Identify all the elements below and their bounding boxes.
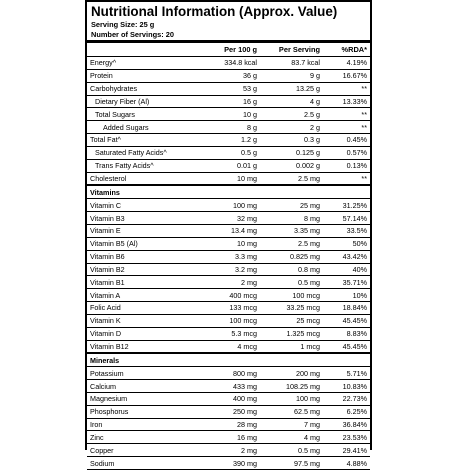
nutrient-name-cell: Calcium [87, 380, 197, 393]
table-row [87, 289, 370, 302]
per-serving-cell: 2.5 mg [260, 172, 323, 185]
rda-cell: 45.45% [323, 340, 370, 353]
table-row [87, 250, 370, 263]
per-100g-cell: 334.8 kcal [197, 57, 260, 70]
per-100g-cell: 4 mcg [197, 340, 260, 353]
table-row [87, 314, 370, 327]
per-100g-cell: 1.2 g [197, 134, 260, 147]
rda-cell: 23.53% [323, 431, 370, 444]
per-serving-cell: 200 mg [260, 367, 323, 380]
nutrient-name-cell: Energy^ [87, 57, 197, 70]
rda-cell: 18.84% [323, 302, 370, 315]
rda-cell: 13.33% [323, 95, 370, 108]
per-serving-cell: 1 mcg [260, 340, 323, 353]
per-serving-cell: 3.35 mg [260, 224, 323, 237]
per-serving-cell: 62.5 mg [260, 405, 323, 418]
table-row [87, 457, 370, 470]
nutrient-name-cell: Phosphorus [87, 405, 197, 418]
table-row [87, 82, 370, 95]
rda-cell: 16.67% [323, 69, 370, 82]
per-serving-cell: 25 mg [260, 199, 323, 212]
rda-cell: 43.42% [323, 250, 370, 263]
rda-cell: 0.57% [323, 146, 370, 159]
rda-cell: 57.14% [323, 212, 370, 225]
nutrient-name-cell: Cholesterol [87, 172, 197, 185]
rda-cell: ** [323, 82, 370, 95]
table-row [87, 159, 370, 172]
per-serving-cell: 0.825 mg [260, 250, 323, 263]
rda-cell: 22.73% [323, 392, 370, 405]
per-100g-cell: 433 mg [197, 380, 260, 393]
rda-cell: 31.25% [323, 199, 370, 212]
table-header-row [87, 42, 370, 57]
nutrient-name-cell: Folic Acid [87, 302, 197, 315]
nutrient-name-cell: Vitamin B3 [87, 212, 197, 225]
per-100g-cell: 400 mg [197, 392, 260, 405]
table-row [87, 444, 370, 457]
nutrition-table [87, 40, 370, 470]
per-100g-cell: 5.3 mcg [197, 327, 260, 340]
per-100g-cell: 53 g [197, 82, 260, 95]
table-body [87, 57, 370, 470]
table-row [87, 276, 370, 289]
rda-cell: ** [323, 172, 370, 185]
per-serving-cell: 25 mcg [260, 314, 323, 327]
table-row [87, 57, 370, 70]
serving-size: Serving Size: 25 g [91, 20, 155, 29]
panel-title: Nutritional Information (Approx. Value) [91, 4, 338, 19]
number-of-servings: Number of Servings: 20 [91, 30, 174, 39]
per-serving-cell: 100 mg [260, 392, 323, 405]
rda-cell: 6.25% [323, 405, 370, 418]
rda-cell: 10.83% [323, 380, 370, 393]
rda-cell: 4.19% [323, 57, 370, 70]
per-serving-cell: 0.5 mg [260, 444, 323, 457]
table-row [87, 263, 370, 276]
vitamins-heading-row [87, 185, 370, 198]
per-serving-cell: 0.125 g [260, 146, 323, 159]
rda-cell: ** [323, 108, 370, 121]
nutrient-name-cell: Dietary Fiber (Al) [87, 95, 197, 108]
header-per-100g: Per 100 g [197, 42, 260, 57]
rda-cell: 0.45% [323, 134, 370, 147]
rda-cell: 5.71% [323, 367, 370, 380]
per-serving-cell: 13.25 g [260, 82, 323, 95]
nutrient-name-cell: Copper [87, 444, 197, 457]
rda-cell: 29.41% [323, 444, 370, 457]
per-serving-cell: 7 mg [260, 418, 323, 431]
nutrient-name-cell: Trans Fatty Acids^ [87, 159, 197, 172]
table-row [87, 172, 370, 185]
per-serving-cell: 1.325 mcg [260, 327, 323, 340]
rda-cell: ** [323, 121, 370, 134]
nutrient-name-cell: Protein [87, 69, 197, 82]
nutrient-name-cell: Zinc [87, 431, 197, 444]
table-row [87, 146, 370, 159]
nutrient-name-cell: Vitamin D [87, 327, 197, 340]
rda-cell: 40% [323, 263, 370, 276]
per-serving-cell: 100 mcg [260, 289, 323, 302]
nutrient-name-cell: Vitamin E [87, 224, 197, 237]
per-100g-cell: 10 mg [197, 237, 260, 250]
table-row [87, 340, 370, 353]
per-serving-cell: 0.8 mg [260, 263, 323, 276]
table-row [87, 69, 370, 82]
nutrient-name-cell: Potassium [87, 367, 197, 380]
per-100g-cell: 28 mg [197, 418, 260, 431]
rda-cell: 10% [323, 289, 370, 302]
rda-cell: 36.84% [323, 418, 370, 431]
table-row [87, 95, 370, 108]
per-serving-cell: 108.25 mg [260, 380, 323, 393]
rda-cell: 50% [323, 237, 370, 250]
table-row [87, 199, 370, 212]
nutrient-name-cell: Vitamin B6 [87, 250, 197, 263]
nutrition-panel [85, 0, 372, 468]
table-row [87, 431, 370, 444]
table-row [87, 134, 370, 147]
per-serving-cell: 0.002 g [260, 159, 323, 172]
nutrient-name-cell: Magnesium [87, 392, 197, 405]
nutrient-name-cell: Vitamin C [87, 199, 197, 212]
rda-cell: 35.71% [323, 276, 370, 289]
per-100g-cell: 250 mg [197, 405, 260, 418]
nutrient-name-cell: Vitamin B2 [87, 263, 197, 276]
per-100g-cell: 3.2 mg [197, 263, 260, 276]
minerals-heading: Minerals [87, 353, 370, 366]
nutrient-name-cell: Saturated Fatty Acids^ [87, 146, 197, 159]
per-100g-cell: 13.4 mg [197, 224, 260, 237]
nutrient-name-cell: Vitamin A [87, 289, 197, 302]
per-100g-cell: 0.01 g [197, 159, 260, 172]
table-row [87, 392, 370, 405]
nutrient-name-cell: Sodium [87, 457, 197, 470]
table-row [87, 302, 370, 315]
rda-cell: 45.45% [323, 314, 370, 327]
vitamins-heading: Vitamins [87, 185, 370, 198]
per-serving-cell: 2.5 g [260, 108, 323, 121]
per-100g-cell: 0.5 g [197, 146, 260, 159]
per-100g-cell: 16 mg [197, 431, 260, 444]
header-nutrient [87, 42, 197, 57]
nutrient-name-cell: Vitamin B1 [87, 276, 197, 289]
per-100g-cell: 8 g [197, 121, 260, 134]
header-per-serving: Per Serving [260, 42, 323, 57]
per-100g-cell: 2 mg [197, 444, 260, 457]
rda-cell: 4.88% [323, 457, 370, 470]
per-serving-cell: 97.5 mg [260, 457, 323, 470]
per-100g-cell: 16 g [197, 95, 260, 108]
rda-cell: 0.13% [323, 159, 370, 172]
per-100g-cell: 133 mcg [197, 302, 260, 315]
nutrient-name-cell: Iron [87, 418, 197, 431]
table-row [87, 327, 370, 340]
per-serving-cell: 83.7 kcal [260, 57, 323, 70]
nutrient-name-cell: Total Sugars [87, 108, 197, 121]
table-row [87, 121, 370, 134]
table-row [87, 212, 370, 225]
per-serving-cell: 4 mg [260, 431, 323, 444]
header-rda: %RDA* [323, 42, 370, 57]
per-serving-cell: 2.5 mg [260, 237, 323, 250]
nutrient-name-cell: Vitamin B12 [87, 340, 197, 353]
per-100g-cell: 100 mg [197, 199, 260, 212]
nutrient-name-cell: Vitamin K [87, 314, 197, 327]
table-row [87, 367, 370, 380]
per-serving-cell: 2 g [260, 121, 323, 134]
per-100g-cell: 10 g [197, 108, 260, 121]
per-serving-cell: 4 g [260, 95, 323, 108]
nutrient-name-cell: Vitamin B5 (Al) [87, 237, 197, 250]
per-100g-cell: 400 mcg [197, 289, 260, 302]
per-100g-cell: 100 mcg [197, 314, 260, 327]
per-serving-cell: 33.25 mcg [260, 302, 323, 315]
table-row [87, 237, 370, 250]
per-100g-cell: 390 mg [197, 457, 260, 470]
per-100g-cell: 800 mg [197, 367, 260, 380]
per-serving-cell: 9 g [260, 69, 323, 82]
table-row [87, 418, 370, 431]
per-100g-cell: 2 mg [197, 276, 260, 289]
table-row [87, 405, 370, 418]
per-100g-cell: 10 mg [197, 172, 260, 185]
per-100g-cell: 32 mg [197, 212, 260, 225]
per-serving-cell: 0.3 g [260, 134, 323, 147]
nutrient-name-cell: Added Sugars [87, 121, 197, 134]
per-serving-cell: 8 mg [260, 212, 323, 225]
table-row [87, 380, 370, 393]
rda-cell: 33.5% [323, 224, 370, 237]
nutrient-name-cell: Carbohydrates [87, 82, 197, 95]
per-100g-cell: 3.3 mg [197, 250, 260, 263]
per-serving-cell: 0.5 mg [260, 276, 323, 289]
per-100g-cell: 36 g [197, 69, 260, 82]
minerals-heading-row [87, 353, 370, 366]
table-row [87, 224, 370, 237]
rda-cell: 8.83% [323, 327, 370, 340]
nutrient-name-cell: Total Fat^ [87, 134, 197, 147]
table-row [87, 108, 370, 121]
